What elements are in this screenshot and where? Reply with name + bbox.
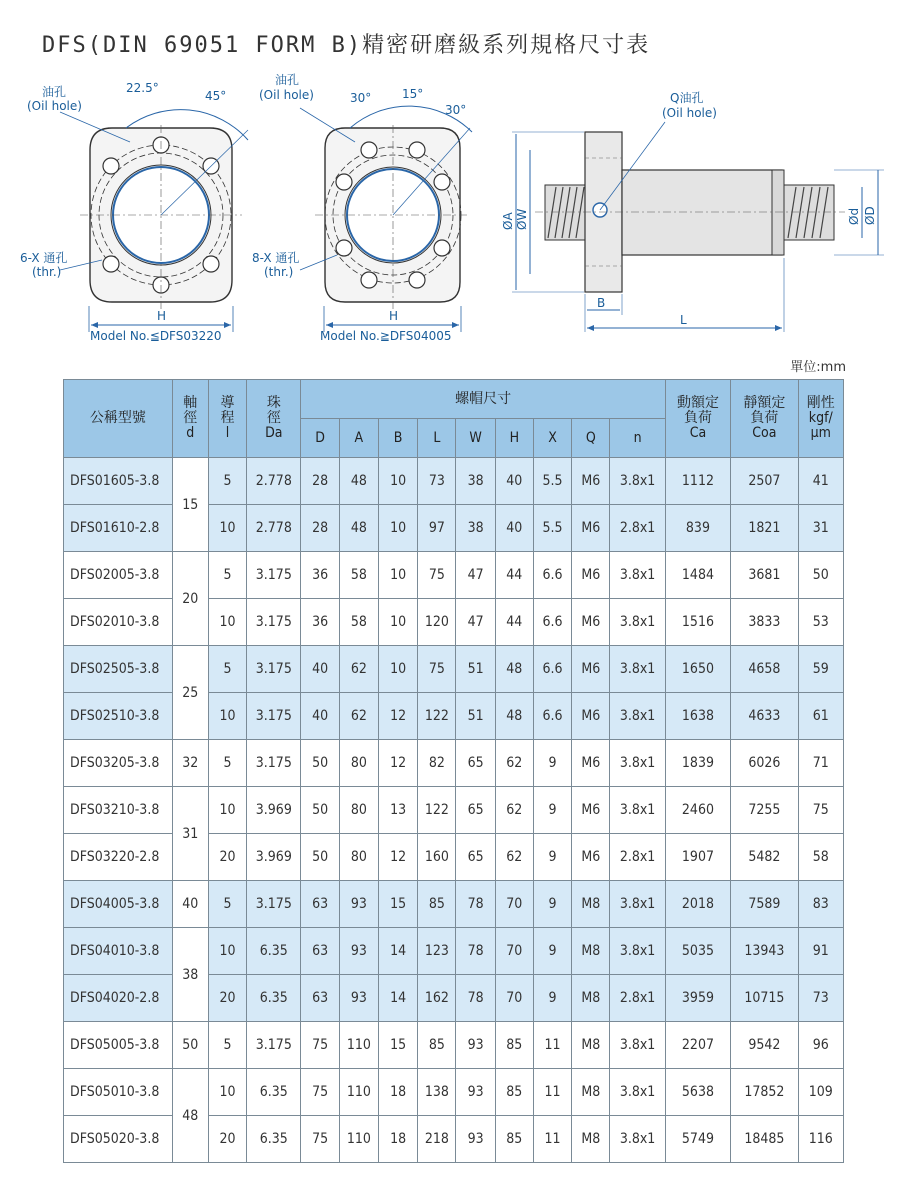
shaft-diameter-cell: 15 bbox=[172, 458, 208, 552]
value-cell: 40 bbox=[495, 505, 533, 552]
value-cell: 36 bbox=[301, 552, 339, 599]
value-cell: 2.8x1 bbox=[610, 834, 665, 881]
value-cell: 10 bbox=[378, 552, 417, 599]
header-lead: 導 程 l bbox=[208, 380, 246, 458]
value-cell: 6.35 bbox=[247, 1069, 301, 1116]
value-cell: 9 bbox=[533, 834, 571, 881]
value-cell: 28 bbox=[301, 458, 339, 505]
value-cell: 63 bbox=[301, 928, 339, 975]
header-nut-col: Q bbox=[572, 419, 610, 458]
value-cell: 3.175 bbox=[247, 646, 301, 693]
value-cell: 160 bbox=[418, 834, 456, 881]
value-cell: 73 bbox=[418, 458, 456, 505]
value-cell: 20 bbox=[208, 834, 246, 881]
value-cell: 93 bbox=[456, 1022, 495, 1069]
fig2-oil-hole-en: (Oil hole) bbox=[259, 88, 314, 102]
value-cell: 120 bbox=[418, 599, 456, 646]
value-cell: 31 bbox=[798, 505, 843, 552]
value-cell: 4658 bbox=[731, 646, 798, 693]
shaft-diameter-cell: 25 bbox=[172, 646, 208, 740]
value-cell: 75 bbox=[301, 1116, 339, 1163]
value-cell: 44 bbox=[495, 552, 533, 599]
value-cell: 15 bbox=[378, 1022, 417, 1069]
value-cell: 40 bbox=[495, 458, 533, 505]
fig3-b-label: B bbox=[597, 296, 606, 310]
value-cell: 5749 bbox=[665, 1116, 730, 1163]
model-cell: DFS03220-2.8 bbox=[64, 834, 173, 881]
value-cell: 2.8x1 bbox=[610, 505, 665, 552]
value-cell: 3833 bbox=[731, 599, 798, 646]
value-cell: 3.8x1 bbox=[610, 646, 665, 693]
value-cell: 18485 bbox=[731, 1116, 798, 1163]
header-shaft: 軸 徑 d bbox=[172, 380, 208, 458]
value-cell: 7255 bbox=[731, 787, 798, 834]
model-cell: DFS04010-3.8 bbox=[64, 928, 173, 975]
value-cell: 2460 bbox=[665, 787, 730, 834]
fig2-model-label: Model No.≧DFS04005 bbox=[320, 329, 452, 343]
value-cell: 6.35 bbox=[247, 975, 301, 1022]
value-cell: 3959 bbox=[665, 975, 730, 1022]
value-cell: 122 bbox=[418, 693, 456, 740]
value-cell: 47 bbox=[456, 552, 495, 599]
value-cell: 3.969 bbox=[247, 834, 301, 881]
value-cell: 3.8x1 bbox=[610, 1069, 665, 1116]
value-cell: 10 bbox=[378, 458, 417, 505]
shaft-diameter-cell: 38 bbox=[172, 928, 208, 1022]
fig3-q-oil-cn: Q油孔 bbox=[670, 91, 704, 105]
header-static-load: 靜額定 負荷 Coa bbox=[731, 380, 798, 458]
fig1-model-label: Model No.≦DFS03220 bbox=[90, 329, 222, 343]
value-cell: 5482 bbox=[731, 834, 798, 881]
value-cell: M8 bbox=[572, 1116, 610, 1163]
value-cell: 75 bbox=[418, 552, 456, 599]
value-cell: 3.8x1 bbox=[610, 458, 665, 505]
value-cell: 3.175 bbox=[247, 599, 301, 646]
value-cell: 97 bbox=[418, 505, 456, 552]
value-cell: 9542 bbox=[731, 1022, 798, 1069]
value-cell: M8 bbox=[572, 1022, 610, 1069]
value-cell: 3.8x1 bbox=[610, 928, 665, 975]
value-cell: 3.8x1 bbox=[610, 881, 665, 928]
value-cell: 9 bbox=[533, 975, 571, 1022]
value-cell: 10 bbox=[208, 787, 246, 834]
value-cell: 10 bbox=[208, 599, 246, 646]
header-nut-col: A bbox=[339, 419, 378, 458]
model-cell: DFS02005-3.8 bbox=[64, 552, 173, 599]
value-cell: 80 bbox=[339, 740, 378, 787]
technical-drawings bbox=[0, 70, 906, 360]
value-cell: 10 bbox=[378, 505, 417, 552]
header-nut: 螺帽尺寸 bbox=[301, 380, 665, 419]
value-cell: 80 bbox=[339, 787, 378, 834]
value-cell: 1516 bbox=[665, 599, 730, 646]
value-cell: 10715 bbox=[731, 975, 798, 1022]
value-cell: 62 bbox=[495, 834, 533, 881]
value-cell: 50 bbox=[301, 740, 339, 787]
value-cell: 3.175 bbox=[247, 552, 301, 599]
value-cell: 3.8x1 bbox=[610, 552, 665, 599]
model-cell: DFS04020-2.8 bbox=[64, 975, 173, 1022]
value-cell: 18 bbox=[378, 1116, 417, 1163]
value-cell: 85 bbox=[495, 1069, 533, 1116]
shaft-diameter-cell: 32 bbox=[172, 740, 208, 787]
value-cell: 75 bbox=[301, 1022, 339, 1069]
value-cell: 80 bbox=[339, 834, 378, 881]
value-cell: 58 bbox=[339, 552, 378, 599]
table-row bbox=[64, 646, 844, 693]
header-nut-col: H bbox=[495, 419, 533, 458]
value-cell: 47 bbox=[456, 599, 495, 646]
value-cell: 116 bbox=[798, 1116, 843, 1163]
model-cell: DFS03210-3.8 bbox=[64, 787, 173, 834]
value-cell: 6.35 bbox=[247, 928, 301, 975]
value-cell: 1839 bbox=[665, 740, 730, 787]
value-cell: 123 bbox=[418, 928, 456, 975]
value-cell: 3.175 bbox=[247, 693, 301, 740]
value-cell: 44 bbox=[495, 599, 533, 646]
fig3-l-label: L bbox=[680, 313, 687, 327]
value-cell: 3.8x1 bbox=[610, 693, 665, 740]
value-cell: M6 bbox=[572, 505, 610, 552]
value-cell: 58 bbox=[798, 834, 843, 881]
fig3-dia-w: ØW bbox=[515, 208, 529, 230]
value-cell: 75 bbox=[418, 646, 456, 693]
value-cell: M6 bbox=[572, 458, 610, 505]
value-cell: 5 bbox=[208, 646, 246, 693]
value-cell: 2.778 bbox=[247, 458, 301, 505]
fig3-dia-small-d: Ød bbox=[847, 207, 861, 225]
model-cell: DFS03205-3.8 bbox=[64, 740, 173, 787]
value-cell: M6 bbox=[572, 740, 610, 787]
value-cell: 9 bbox=[533, 740, 571, 787]
shaft-diameter-cell: 48 bbox=[172, 1069, 208, 1163]
value-cell: 20 bbox=[208, 975, 246, 1022]
value-cell: 3.969 bbox=[247, 787, 301, 834]
value-cell: 10 bbox=[378, 646, 417, 693]
fig1-thru-cn: 6-X 通孔 bbox=[20, 251, 68, 265]
value-cell: 83 bbox=[798, 881, 843, 928]
header-nut-col: W bbox=[456, 419, 495, 458]
value-cell: 62 bbox=[495, 740, 533, 787]
value-cell: 63 bbox=[301, 975, 339, 1022]
value-cell: 12 bbox=[378, 693, 417, 740]
value-cell: M8 bbox=[572, 975, 610, 1022]
value-cell: 50 bbox=[798, 552, 843, 599]
value-cell: 58 bbox=[339, 599, 378, 646]
fig1-thru-en: (thr.) bbox=[32, 265, 62, 279]
table-row bbox=[64, 881, 844, 928]
value-cell: 6.35 bbox=[247, 1116, 301, 1163]
value-cell: 110 bbox=[339, 1069, 378, 1116]
value-cell: 93 bbox=[456, 1069, 495, 1116]
value-cell: 70 bbox=[495, 928, 533, 975]
value-cell: 5 bbox=[208, 740, 246, 787]
value-cell: 40 bbox=[301, 646, 339, 693]
fig2-angle-30a: 30° bbox=[350, 91, 372, 105]
model-cell: DFS05020-3.8 bbox=[64, 1116, 173, 1163]
flange-front-view-8-hole bbox=[252, 72, 472, 343]
value-cell: 5.5 bbox=[533, 505, 571, 552]
table-row bbox=[64, 787, 844, 834]
value-cell: 3.8x1 bbox=[610, 1022, 665, 1069]
value-cell: 75 bbox=[798, 787, 843, 834]
value-cell: 78 bbox=[456, 928, 495, 975]
value-cell: 12 bbox=[378, 740, 417, 787]
value-cell: 65 bbox=[456, 834, 495, 881]
fig3-q-oil-en: (Oil hole) bbox=[662, 106, 717, 120]
value-cell: 63 bbox=[301, 881, 339, 928]
value-cell: 1112 bbox=[665, 458, 730, 505]
value-cell: 12 bbox=[378, 834, 417, 881]
value-cell: 7589 bbox=[731, 881, 798, 928]
header-dynamic-load: 動額定 負荷 Ca bbox=[665, 380, 730, 458]
fig2-thru-cn: 8-X 通孔 bbox=[252, 251, 300, 265]
page-title: DFS(DIN 69051 FORM B)精密研磨級系列規格尺寸表 bbox=[42, 33, 651, 58]
value-cell: 48 bbox=[495, 646, 533, 693]
value-cell: 218 bbox=[418, 1116, 456, 1163]
value-cell: 2507 bbox=[731, 458, 798, 505]
value-cell: 85 bbox=[495, 1116, 533, 1163]
header-rigidity: 剛性 kgf/ μm bbox=[798, 380, 843, 458]
value-cell: 65 bbox=[456, 740, 495, 787]
value-cell: 85 bbox=[418, 1022, 456, 1069]
flange-front-view-6-hole bbox=[20, 81, 248, 343]
table-row bbox=[64, 552, 844, 599]
value-cell: 110 bbox=[339, 1116, 378, 1163]
value-cell: 6026 bbox=[731, 740, 798, 787]
table-row bbox=[64, 740, 844, 787]
value-cell: 2.8x1 bbox=[610, 975, 665, 1022]
header-model: 公稱型號 bbox=[64, 380, 173, 458]
fig2-thru-en: (thr.) bbox=[264, 265, 294, 279]
value-cell: 14 bbox=[378, 975, 417, 1022]
value-cell: M8 bbox=[572, 881, 610, 928]
table-row bbox=[64, 458, 844, 505]
value-cell: 9 bbox=[533, 787, 571, 834]
value-cell: 11 bbox=[533, 1116, 571, 1163]
value-cell: 6.6 bbox=[533, 552, 571, 599]
value-cell: 3.175 bbox=[247, 740, 301, 787]
value-cell: 3.8x1 bbox=[610, 787, 665, 834]
value-cell: 109 bbox=[798, 1069, 843, 1116]
value-cell: M6 bbox=[572, 787, 610, 834]
value-cell: M8 bbox=[572, 1069, 610, 1116]
value-cell: 3.8x1 bbox=[610, 740, 665, 787]
model-cell: DFS01610-2.8 bbox=[64, 505, 173, 552]
model-cell: DFS01605-3.8 bbox=[64, 458, 173, 505]
value-cell: 51 bbox=[456, 693, 495, 740]
value-cell: 78 bbox=[456, 881, 495, 928]
value-cell: 20 bbox=[208, 1116, 246, 1163]
value-cell: M6 bbox=[572, 599, 610, 646]
value-cell: 62 bbox=[339, 693, 378, 740]
value-cell: 1484 bbox=[665, 552, 730, 599]
value-cell: 38 bbox=[456, 505, 495, 552]
value-cell: 85 bbox=[418, 881, 456, 928]
value-cell: 51 bbox=[456, 646, 495, 693]
value-cell: 3.175 bbox=[247, 1022, 301, 1069]
spec-table bbox=[63, 379, 844, 1163]
value-cell: 38 bbox=[456, 458, 495, 505]
table-row bbox=[64, 1069, 844, 1116]
value-cell: 1638 bbox=[665, 693, 730, 740]
value-cell: 53 bbox=[798, 599, 843, 646]
value-cell: 78 bbox=[456, 975, 495, 1022]
value-cell: 5 bbox=[208, 1022, 246, 1069]
value-cell: M6 bbox=[572, 552, 610, 599]
model-cell: DFS04005-3.8 bbox=[64, 881, 173, 928]
table-row bbox=[64, 928, 844, 975]
value-cell: 40 bbox=[301, 693, 339, 740]
model-cell: DFS05005-3.8 bbox=[64, 1022, 173, 1069]
fig3-dia-big-d: ØD bbox=[863, 206, 877, 225]
value-cell: 61 bbox=[798, 693, 843, 740]
model-cell: DFS02510-3.8 bbox=[64, 693, 173, 740]
fig3-dia-a: ØA bbox=[501, 212, 515, 230]
value-cell: 36 bbox=[301, 599, 339, 646]
value-cell: 5 bbox=[208, 458, 246, 505]
value-cell: 73 bbox=[798, 975, 843, 1022]
value-cell: 9 bbox=[533, 881, 571, 928]
fig1-oil-hole-cn: 油孔 bbox=[42, 85, 67, 99]
fig2-h-label: H bbox=[389, 309, 399, 323]
value-cell: 2207 bbox=[665, 1022, 730, 1069]
value-cell: 6.6 bbox=[533, 599, 571, 646]
value-cell: 15 bbox=[378, 881, 417, 928]
fig2-angle-30b: 30° bbox=[445, 103, 467, 117]
model-cell: DFS02010-3.8 bbox=[64, 599, 173, 646]
value-cell: 71 bbox=[798, 740, 843, 787]
value-cell: 93 bbox=[456, 1116, 495, 1163]
value-cell: 17852 bbox=[731, 1069, 798, 1116]
value-cell: 3681 bbox=[731, 552, 798, 599]
value-cell: 5 bbox=[208, 552, 246, 599]
value-cell: 48 bbox=[339, 458, 378, 505]
value-cell: 62 bbox=[495, 787, 533, 834]
value-cell: 28 bbox=[301, 505, 339, 552]
value-cell: 65 bbox=[456, 787, 495, 834]
fig2-angle-15: 15° bbox=[402, 87, 424, 101]
header-nut-col: n bbox=[610, 419, 665, 458]
value-cell: 14 bbox=[378, 928, 417, 975]
table-row bbox=[64, 1022, 844, 1069]
value-cell: 839 bbox=[665, 505, 730, 552]
value-cell: 82 bbox=[418, 740, 456, 787]
value-cell: 18 bbox=[378, 1069, 417, 1116]
unit-label: 單位:mm bbox=[790, 360, 846, 375]
value-cell: 11 bbox=[533, 1069, 571, 1116]
value-cell: 6.6 bbox=[533, 646, 571, 693]
value-cell: 50 bbox=[301, 787, 339, 834]
value-cell: 10 bbox=[378, 599, 417, 646]
value-cell: 10 bbox=[208, 505, 246, 552]
value-cell: 70 bbox=[495, 881, 533, 928]
value-cell: 1650 bbox=[665, 646, 730, 693]
header-nut-col: B bbox=[378, 419, 417, 458]
shaft-diameter-cell: 20 bbox=[172, 552, 208, 646]
value-cell: 48 bbox=[339, 505, 378, 552]
value-cell: 10 bbox=[208, 693, 246, 740]
value-cell: 93 bbox=[339, 881, 378, 928]
value-cell: M6 bbox=[572, 834, 610, 881]
value-cell: 59 bbox=[798, 646, 843, 693]
shaft-diameter-cell: 40 bbox=[172, 881, 208, 928]
value-cell: 11 bbox=[533, 1022, 571, 1069]
value-cell: 70 bbox=[495, 975, 533, 1022]
value-cell: 13 bbox=[378, 787, 417, 834]
model-cell: DFS05010-3.8 bbox=[64, 1069, 173, 1116]
value-cell: 2018 bbox=[665, 881, 730, 928]
value-cell: 3.175 bbox=[247, 881, 301, 928]
value-cell: 110 bbox=[339, 1022, 378, 1069]
value-cell: 4633 bbox=[731, 693, 798, 740]
ballscrew-side-view bbox=[501, 90, 884, 332]
value-cell: 6.6 bbox=[533, 693, 571, 740]
fig1-oil-hole-en: (Oil hole) bbox=[27, 99, 82, 113]
value-cell: 3.8x1 bbox=[610, 1116, 665, 1163]
fig2-oil-hole-cn: 油孔 bbox=[275, 73, 300, 87]
value-cell: 2.778 bbox=[247, 505, 301, 552]
shaft-diameter-cell: 50 bbox=[172, 1022, 208, 1069]
model-cell: DFS02505-3.8 bbox=[64, 646, 173, 693]
value-cell: 48 bbox=[495, 693, 533, 740]
value-cell: 13943 bbox=[731, 928, 798, 975]
value-cell: M6 bbox=[572, 693, 610, 740]
fig1-angle-45: 45° bbox=[205, 89, 227, 103]
value-cell: 162 bbox=[418, 975, 456, 1022]
value-cell: 10 bbox=[208, 1069, 246, 1116]
value-cell: 41 bbox=[798, 458, 843, 505]
value-cell: 1821 bbox=[731, 505, 798, 552]
value-cell: M8 bbox=[572, 928, 610, 975]
shaft-diameter-cell: 31 bbox=[172, 787, 208, 881]
value-cell: 50 bbox=[301, 834, 339, 881]
value-cell: 138 bbox=[418, 1069, 456, 1116]
value-cell: 3.8x1 bbox=[610, 599, 665, 646]
value-cell: 122 bbox=[418, 787, 456, 834]
value-cell: M6 bbox=[572, 646, 610, 693]
value-cell: 9 bbox=[533, 928, 571, 975]
value-cell: 93 bbox=[339, 975, 378, 1022]
fig1-angle-22-5: 22.5° bbox=[126, 81, 159, 95]
value-cell: 93 bbox=[339, 928, 378, 975]
value-cell: 96 bbox=[798, 1022, 843, 1069]
header-nut-col: D bbox=[301, 419, 339, 458]
value-cell: 5638 bbox=[665, 1069, 730, 1116]
fig1-h-label: H bbox=[157, 309, 167, 323]
value-cell: 5 bbox=[208, 881, 246, 928]
value-cell: 91 bbox=[798, 928, 843, 975]
value-cell: 75 bbox=[301, 1069, 339, 1116]
header-nut-col: L bbox=[418, 419, 456, 458]
value-cell: 10 bbox=[208, 928, 246, 975]
value-cell: 5.5 bbox=[533, 458, 571, 505]
value-cell: 1907 bbox=[665, 834, 730, 881]
header-nut-col: X bbox=[533, 419, 571, 458]
header-ball: 珠 徑 Da bbox=[247, 380, 301, 458]
value-cell: 62 bbox=[339, 646, 378, 693]
value-cell: 5035 bbox=[665, 928, 730, 975]
value-cell: 85 bbox=[495, 1022, 533, 1069]
